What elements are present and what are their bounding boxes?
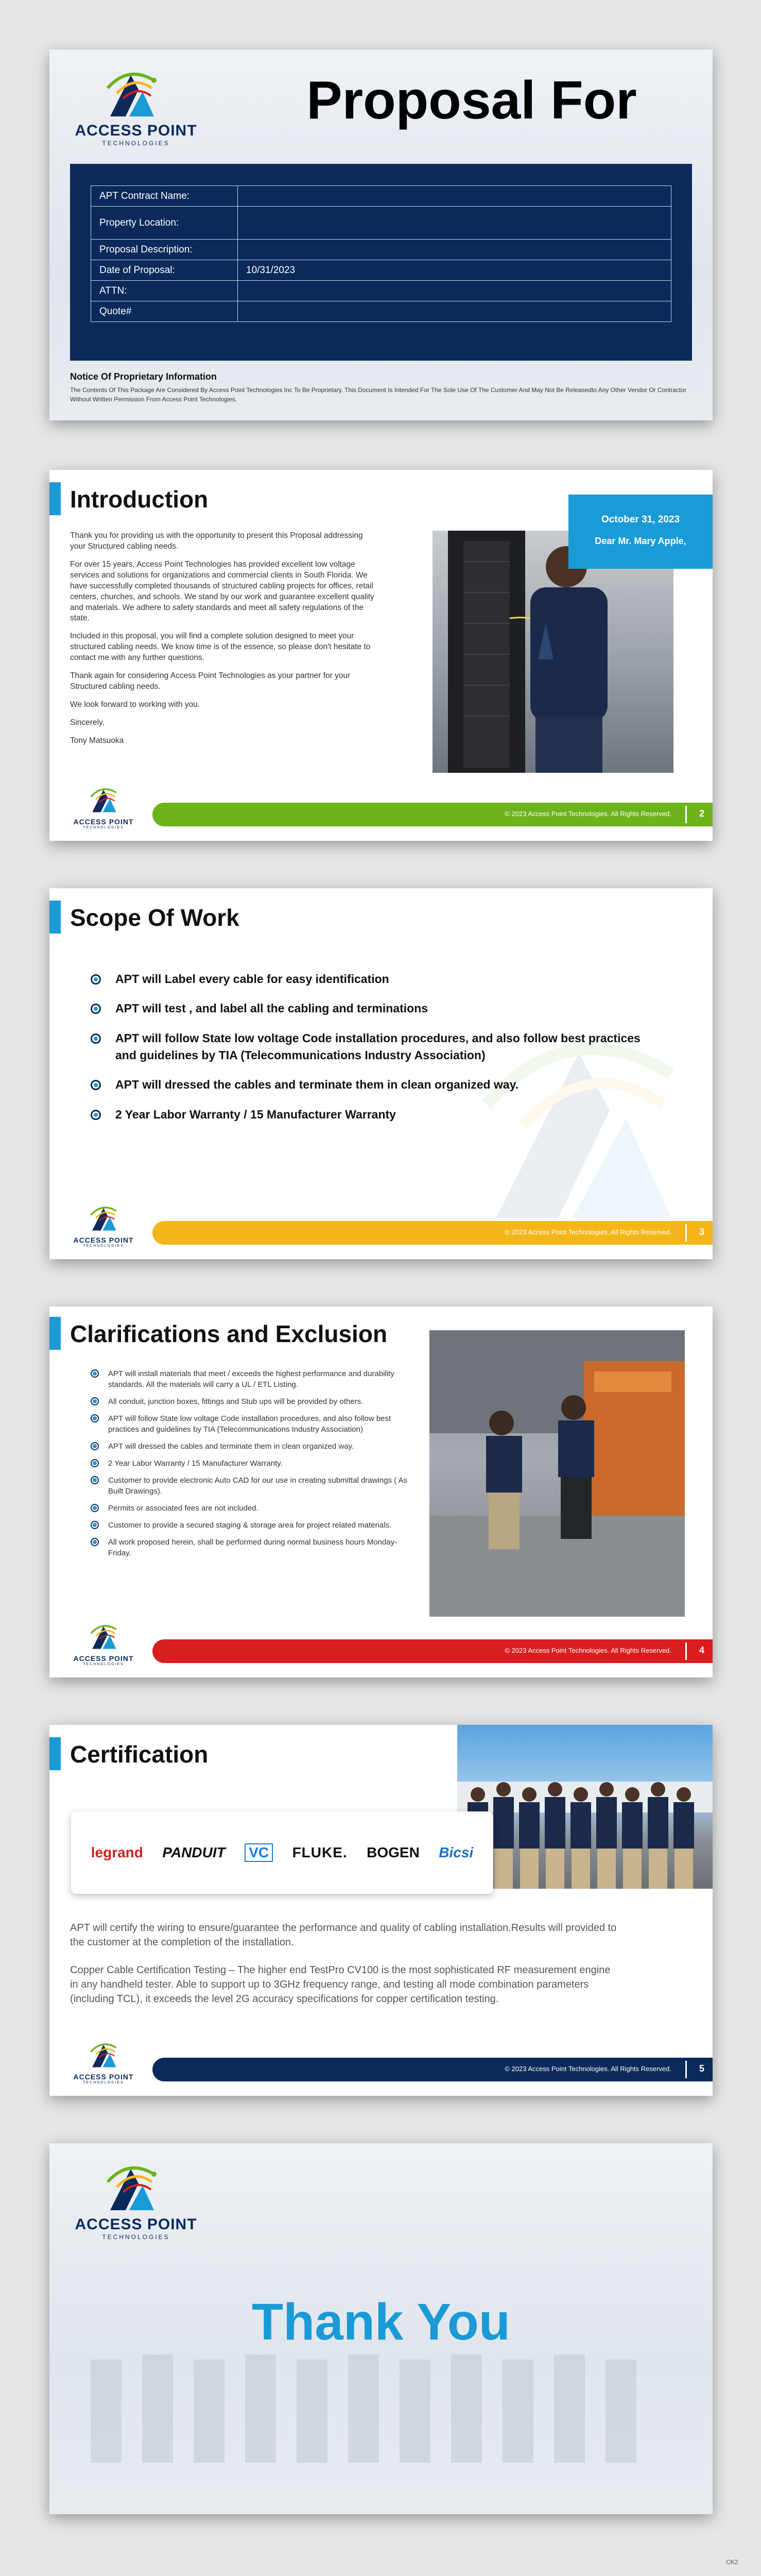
certification-text bbox=[70, 1921, 621, 2020]
list-item bbox=[91, 1537, 420, 1558]
row-value[interactable] bbox=[238, 207, 671, 240]
intro-signature: Tony Matsuoka bbox=[70, 736, 124, 745]
list-item bbox=[91, 1475, 420, 1497]
title-accent-bar bbox=[49, 482, 61, 515]
footer-separator bbox=[685, 806, 687, 823]
company-logo bbox=[69, 65, 203, 147]
logo-mark-icon bbox=[83, 1202, 124, 1233]
list-item bbox=[91, 1106, 657, 1123]
faded-team-photo bbox=[49, 2246, 713, 2514]
page-title: Proposal For bbox=[306, 71, 637, 130]
list-item-text: APT will dressed the cables and terminate them in clean organized way. bbox=[115, 1078, 519, 1092]
bullet-icon bbox=[91, 1521, 99, 1529]
bullet-icon bbox=[91, 1504, 99, 1512]
row-value[interactable] bbox=[238, 240, 671, 260]
footer-bar bbox=[152, 1221, 713, 1245]
list-item-text: APT will test , and label all the cabling and terminations bbox=[115, 1002, 428, 1015]
notice-text: The Contents Of This Package Are Considered By Access Point Technologies Inc To Be Proprietary. This Document Is Intended For The Sole Use Of The Customer And May Not Be Releasedto Any Other Vendor Or Contractor Without Written Permission From Access Point Technologies. bbox=[70, 386, 687, 403]
intro-paragraph: For over 15 years, Access Point Technologies has provided excellent low voltage services and solutions for organizations and commercial clients in South Florida. We have successfully completed thousands of structured cabling projects for offices, retail centers, churches, and schools. We stand by our work and guarantee excellent quality and materials. We adhere to safety standards and meet all safety regulations of the state. bbox=[70, 560, 374, 623]
brand-bicsi: Bicsi bbox=[439, 1844, 474, 1860]
partner-brands bbox=[71, 1811, 493, 1894]
table-row bbox=[91, 186, 671, 207]
list-item bbox=[91, 1441, 420, 1452]
bullet-icon bbox=[91, 1476, 99, 1484]
logo-mark-icon bbox=[97, 65, 164, 122]
title-accent-bar bbox=[49, 1317, 61, 1350]
logo-wordmark: ACCESS POINT bbox=[75, 2216, 197, 2233]
logo-mark-icon bbox=[97, 2159, 164, 2215]
brand-panduit: PANDUIT bbox=[162, 1844, 226, 1860]
company-logo bbox=[70, 1202, 137, 1248]
footer-bar bbox=[152, 803, 713, 826]
slide-introduction bbox=[49, 470, 713, 841]
bullet-icon bbox=[91, 1397, 99, 1405]
intro-paragraph: We look forward to working with you. bbox=[70, 700, 200, 709]
list-item bbox=[91, 1520, 420, 1531]
title-accent-bar bbox=[49, 901, 61, 934]
bullet-icon bbox=[91, 1080, 101, 1090]
brand-fluke: FLUKE. bbox=[292, 1844, 348, 1860]
title-accent-bar bbox=[49, 1737, 61, 1770]
row-label: Date of Proposal: bbox=[91, 260, 238, 281]
slide-title: Introduction bbox=[70, 486, 209, 513]
row-value[interactable] bbox=[238, 281, 671, 301]
bullet-icon bbox=[91, 974, 101, 985]
company-logo bbox=[70, 2039, 137, 2084]
intro-letter bbox=[70, 531, 379, 754]
footer-separator bbox=[685, 1224, 687, 1242]
brand-vc: VC bbox=[245, 1843, 273, 1862]
footer-copyright: © 2023 Access Point Technologies. All Rights Reserved. bbox=[505, 810, 671, 818]
row-value[interactable]: 10/31/2023 bbox=[238, 260, 671, 281]
list-item-text: APT will Label every cable for easy identification bbox=[115, 972, 389, 986]
bullet-icon bbox=[91, 1110, 101, 1120]
footer-bar bbox=[152, 1639, 713, 1663]
intro-paragraph: Sincerely, bbox=[70, 718, 105, 727]
list-item bbox=[91, 1030, 657, 1064]
cert-paragraph: APT will certify the wiring to ensure/guarantee the performance and quality of cabling installation.Results will provided to the customer at the completion of the installation. bbox=[70, 1922, 617, 1948]
intro-paragraph: Thank you for providing us with the opportunity to present this Proposal addressing your Structured cabling needs. bbox=[70, 531, 363, 551]
list-item-text: APT will install materials that meet / exceeds the highest performance and durability standards. All the materials will carry a UL / ETL Listing. bbox=[108, 1369, 394, 1389]
bullet-icon bbox=[91, 1442, 99, 1450]
slide-scope-of-work bbox=[49, 888, 713, 1259]
table-row bbox=[91, 301, 671, 322]
company-logo bbox=[70, 784, 137, 829]
brand-bogen: BOGEN bbox=[367, 1844, 420, 1860]
letter-date: October 31, 2023 bbox=[601, 514, 680, 525]
logo-tagline: TECHNOLOGIES bbox=[83, 1244, 124, 1248]
brand-legrand: legrand bbox=[91, 1844, 143, 1860]
list-item-text: All work proposed herein, shall be performed during normal business hours Monday- Friday. bbox=[108, 1538, 397, 1557]
row-label: Proposal Description: bbox=[91, 240, 238, 260]
list-item bbox=[91, 1076, 657, 1093]
corner-mark: CK2 bbox=[726, 2558, 738, 2566]
bullet-icon bbox=[91, 1033, 101, 1044]
logo-tagline: TECHNOLOGIES bbox=[102, 140, 170, 147]
footer-copyright: © 2023 Access Point Technologies. All Rights Reserved. bbox=[505, 1228, 671, 1236]
logo-wordmark: ACCESS POINT bbox=[73, 1236, 134, 1244]
list-item-text: 2 Year Labor Warranty / 15 Manufacturer Warranty bbox=[115, 1107, 396, 1121]
list-item bbox=[91, 1368, 420, 1390]
page-number: 3 bbox=[699, 1227, 704, 1237]
intro-paragraph: Included in this proposal, you will find a complete solution designed to meet your structured cabling needs. We know time is of the essence, so please don't hesitate to contact me with any further questions. bbox=[70, 632, 371, 663]
bullet-icon bbox=[91, 1459, 99, 1467]
list-item-text: Customer to provide electronic Auto CAD for our use in creating submittal drawings ( As Built Drawings). bbox=[108, 1476, 408, 1496]
slide-cover bbox=[49, 49, 713, 420]
slide-thank-you bbox=[49, 2143, 713, 2514]
logo-mark-icon bbox=[83, 1621, 124, 1652]
logo-tagline: TECHNOLOGIES bbox=[83, 2081, 124, 2084]
page-number: 5 bbox=[699, 2063, 704, 2074]
table-row bbox=[91, 240, 671, 260]
letter-greeting: Dear Mr. Mary Apple, bbox=[595, 536, 686, 546]
footer-copyright: © 2023 Access Point Technologies. All Rights Reserved. bbox=[505, 2065, 671, 2073]
page-number: 4 bbox=[699, 1645, 704, 1655]
footer-copyright: © 2023 Access Point Technologies. All Rights Reserved. bbox=[505, 1647, 671, 1654]
footer-separator bbox=[685, 1642, 687, 1660]
table-row bbox=[91, 281, 671, 301]
clarifications-list bbox=[91, 1368, 420, 1565]
proprietary-notice bbox=[70, 371, 692, 404]
list-item-text: APT will follow State low voltage Code installation procedures, and also follow best practices and guidelines by TIA (Telecommunications Industry Association) bbox=[108, 1414, 391, 1434]
job-site-photo bbox=[429, 1330, 685, 1617]
bullet-icon bbox=[91, 1369, 99, 1378]
slide-title: Scope Of Work bbox=[70, 904, 239, 931]
list-item-text: 2 Year Labor Warranty / 15 Manufacturer Warranty. bbox=[108, 1459, 283, 1468]
list-item bbox=[91, 1413, 420, 1435]
slide-title: Clarifications and Exclusion bbox=[70, 1320, 388, 1347]
scope-list bbox=[91, 971, 657, 1136]
logo-mark-icon bbox=[83, 784, 124, 815]
list-item bbox=[91, 971, 657, 988]
team-photo bbox=[457, 1725, 713, 1889]
list-item-text: All conduit, junction boxes, fittings and Stub ups will be provided by others. bbox=[108, 1397, 364, 1406]
thank-you-title: Thank You bbox=[252, 2293, 510, 2351]
list-item bbox=[91, 1503, 420, 1514]
slide-certification bbox=[49, 1725, 713, 2096]
bullet-icon bbox=[91, 1004, 101, 1014]
proposal-info-box bbox=[70, 164, 692, 361]
slide-title: Certification bbox=[70, 1741, 209, 1768]
row-value[interactable] bbox=[238, 186, 671, 207]
footer-separator bbox=[685, 2061, 687, 2078]
list-item-text: Permits or associated fees are not included. bbox=[108, 1504, 258, 1513]
row-value[interactable] bbox=[238, 301, 671, 322]
notice-title: Notice Of Proprietary Information bbox=[70, 371, 217, 382]
table-row bbox=[91, 207, 671, 240]
logo-mark-icon bbox=[83, 2039, 124, 2070]
logo-wordmark: ACCESS POINT bbox=[73, 1654, 134, 1663]
list-item bbox=[91, 1458, 420, 1469]
company-logo bbox=[70, 1621, 137, 1666]
proposal-info-table bbox=[91, 185, 671, 322]
logo-tagline: TECHNOLOGIES bbox=[83, 1663, 124, 1666]
list-item-text: APT will dressed the cables and terminate them in clean organized way. bbox=[108, 1442, 354, 1451]
list-item bbox=[91, 1000, 657, 1017]
list-item bbox=[91, 1396, 420, 1407]
list-item-text: Customer to provide a secured staging & storage area for project related materials. bbox=[108, 1521, 392, 1530]
logo-wordmark: ACCESS POINT bbox=[73, 818, 134, 826]
logo-wordmark: ACCESS POINT bbox=[73, 2073, 134, 2081]
company-logo bbox=[69, 2159, 203, 2241]
footer-bar bbox=[152, 2058, 713, 2081]
slide-clarifications bbox=[49, 1307, 713, 1677]
logo-tagline: TECHNOLOGIES bbox=[102, 2233, 170, 2241]
row-label: ATTN: bbox=[91, 281, 238, 301]
bullet-icon bbox=[91, 1414, 99, 1422]
row-label: Quote# bbox=[91, 301, 238, 322]
table-row bbox=[91, 260, 671, 281]
row-label: Property Location: bbox=[91, 207, 238, 240]
logo-tagline: TECHNOLOGIES bbox=[83, 826, 124, 829]
date-greeting-box bbox=[568, 495, 713, 569]
bullet-icon bbox=[91, 1538, 99, 1546]
intro-paragraph: Thank again for considering Access Point Technologies as your partner for your Structured cabling needs. bbox=[70, 671, 351, 691]
page-number: 2 bbox=[699, 808, 704, 819]
list-item-text: APT will follow State low voltage Code installation procedures, and also follow best practices and guidelines by TIA (Telecommunications Industry Association) bbox=[115, 1031, 641, 1062]
cert-paragraph: Copper Cable Certification Testing – The higher end TestPro CV100 is the most sophisticated RF measurement engine in any handheld tester. Able to support up to 3GHz frequency range, and testing all mode combination parameters (including TCL), it exceeds the level 2G accuracy specifications for copper certification testing. bbox=[70, 1964, 611, 2005]
logo-wordmark: ACCESS POINT bbox=[75, 122, 197, 139]
row-label: APT Contract Name: bbox=[91, 186, 238, 207]
